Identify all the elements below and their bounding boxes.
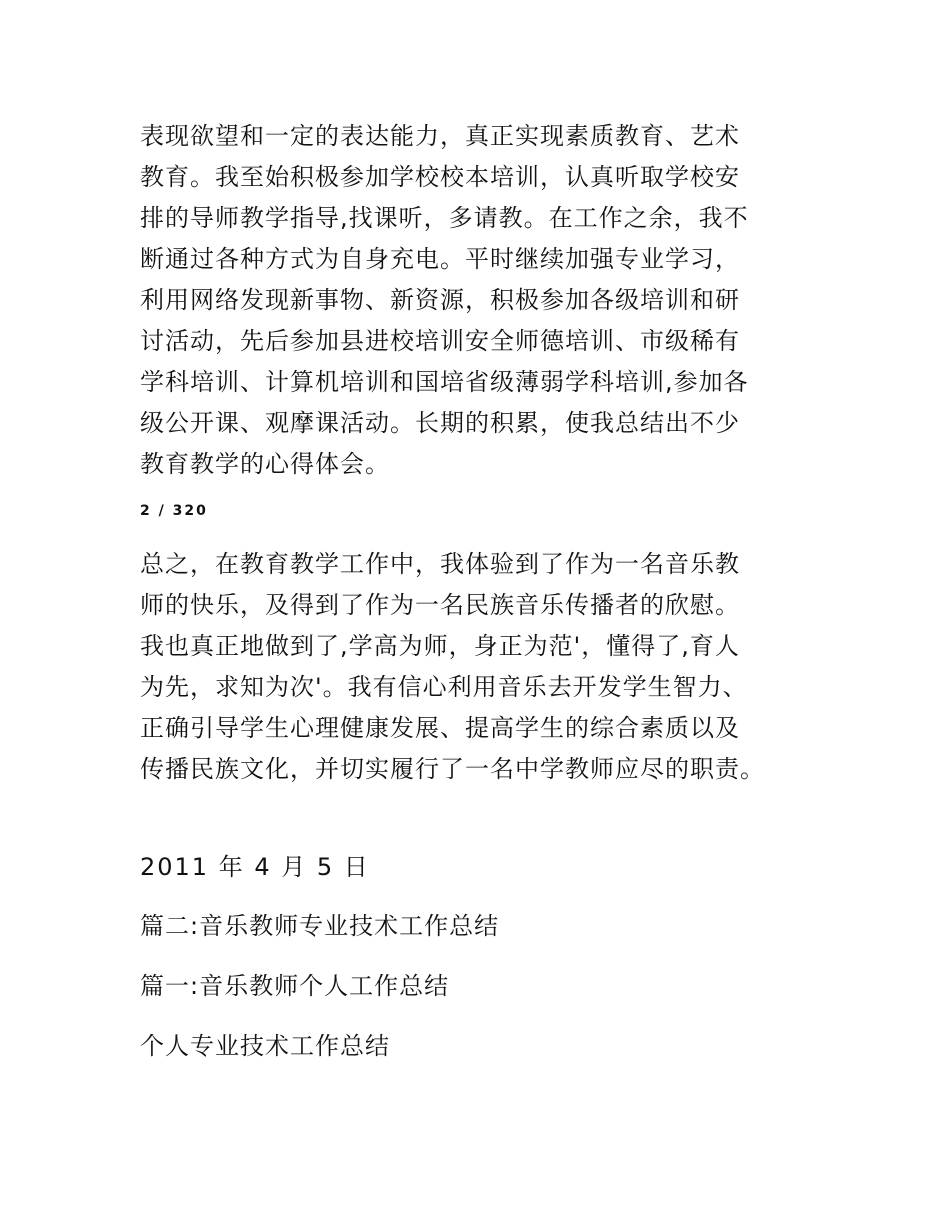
paragraph-line: 我也真正地做到了,学高为师，身正为范'，懂得了,育人 bbox=[140, 632, 740, 660]
paragraph-line: 断通过各种方式为自身充电。平时继续加强专业学习， bbox=[140, 245, 740, 273]
paragraph-line: 传播民族文化，并切实履行了一名中学教师应尽的职责。 bbox=[140, 755, 765, 783]
body-paragraph-2 bbox=[140, 544, 820, 790]
paragraph-line: 师的快乐，及得到了作为一名民族音乐传播者的欣慰。 bbox=[140, 591, 740, 619]
page-number: 2 / 320 bbox=[140, 503, 208, 519]
paragraph-line: 总之，在教育教学工作中，我体验到了作为一名音乐教 bbox=[140, 550, 740, 578]
paragraph-line: 教育。我至始积极参加学校校本培训，认真听取学校安 bbox=[140, 163, 740, 191]
section-heading: 篇一:音乐教师个人工作总结 bbox=[140, 972, 450, 1000]
paragraph-line: 表现欲望和一定的表达能力，真正实现素质教育、艺术 bbox=[140, 122, 740, 150]
paragraph-line: 教育教学的心得体会。 bbox=[140, 450, 390, 478]
date-line: 2011 年 4 月 5 日 bbox=[140, 853, 370, 881]
section-heading: 篇二:音乐教师专业技术工作总结 bbox=[140, 912, 500, 940]
paragraph-line: 利用网络发现新事物、新资源，积极参加各级培训和研 bbox=[140, 286, 740, 314]
paragraph-line: 排的导师教学指导,找课听，多请教。在工作之余，我不 bbox=[140, 204, 749, 232]
paragraph-line: 正确引导学生心理健康发展、提高学生的综合素质以及 bbox=[140, 714, 740, 742]
body-paragraph-1 bbox=[140, 116, 820, 485]
paragraph-line: 为先，求知为次'。我有信心利用音乐去开发学生智力、 bbox=[140, 673, 748, 701]
section-heading: 个人专业技术工作总结 bbox=[140, 1032, 390, 1060]
paragraph-line: 学科培训、计算机培训和国培省级薄弱学科培训,参加各 bbox=[140, 368, 749, 396]
paragraph-line: 讨活动，先后参加县进校培训安全师德培训、市级稀有 bbox=[140, 327, 740, 355]
paragraph-line: 级公开课、观摩课活动。长期的积累，使我总结出不少 bbox=[140, 409, 740, 437]
